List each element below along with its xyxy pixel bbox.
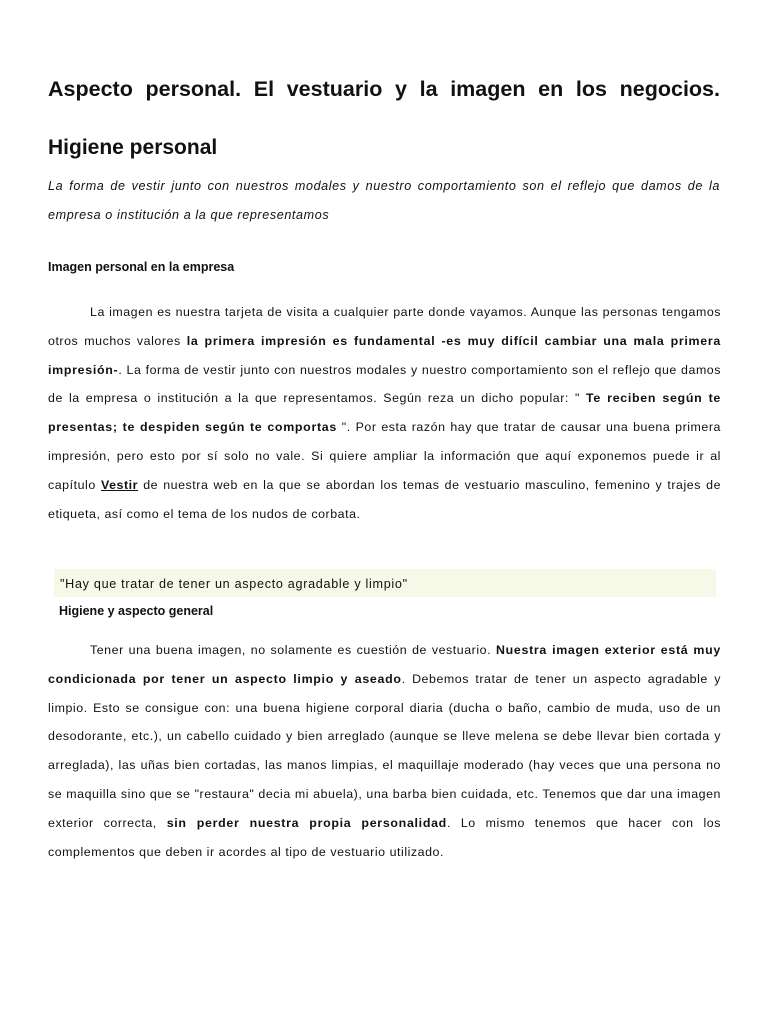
lead-paragraph: La forma de vestir junto con nuestros modales y nuestro comportamiento son el reflejo que damos de la empresa o institución a la que representamos [48, 179, 720, 222]
text-run: . Debemos tratar de tener un aspecto agradable y limpio. Esto se consigue con: una buena higiene corporal diaria (ducha o baño, cambio de muda, uso de un desodorante, etc.), un cabello cuidado y bien arreglado (aunque se lleve melena se debe llevar bien cortada y arreglada), las uñas bien cortadas, las manos limpias, el maquillaje moderado (hay veces que una persona no se maquilla sino que se "restaura" decia mi abuela), una barba bien cuidada, etc. Tenemos que dar una imagen exterior correcta, [48, 671, 721, 830]
page-subtitle: Higiene personal [48, 136, 218, 159]
text-run: La imagen es nuestra tarjeta de visita a cualquier parte donde vayamos. Aunque las personas tengamos otros muchos valores [48, 305, 721, 348]
text-run: . La forma de vestir junto con nuestros modales y nuestro comportamiento son el reflejo que damos de la empresa o institución a la que representamos. Según reza un dicho popular: " [48, 362, 721, 406]
text-run: . Lo mismo tenemos que hacer con los complementos que deben ir acordes al tipo de vestuario utilizado. [48, 815, 721, 859]
text-run: ". Por esta razón hay que tratar de causar una buena primera impresión, pero esto por sí solo no vale. Si quiere ampliar la información que aquí exponemos puede ir al capítulo [48, 420, 721, 492]
paragraph-higiene [48, 636, 721, 866]
bold-text-run: sin perder nuestra propia personalidad [166, 815, 447, 830]
paragraph-imagen-personal [48, 298, 721, 528]
section-heading-imagen-personal: Imagen personal en la empresa [48, 260, 235, 274]
vestir-link[interactable]: Vestir [100, 477, 139, 492]
bold-text-run: Nuestra imagen exterior está muy condicionada por tener un aspecto limpio y aseado [48, 643, 722, 686]
text-run: de nuestra web en la que se abordan los temas de vestuario masculino, femenino y trajes de etiqueta, así como el tema de los nudos de corbata. [48, 477, 722, 521]
bold-text-run: la primera impresión es fundamental -es muy difícil cambiar una mala primera impresión- [48, 333, 721, 377]
bold-text-run: Te reciben según te presentas; te despiden según te comportas [48, 391, 722, 435]
text-run: Tener una buena imagen, no solamente es cuestión de vestuario. [90, 643, 496, 657]
section-heading-higiene: Higiene y aspecto general [59, 604, 214, 618]
page-title: Aspecto personal. El vestuario y la imagen en los negocios. [48, 77, 720, 101]
quote-box [54, 569, 716, 597]
quote-text: "Hay que tratar de tener un aspecto agradable y limpio" [60, 577, 408, 591]
